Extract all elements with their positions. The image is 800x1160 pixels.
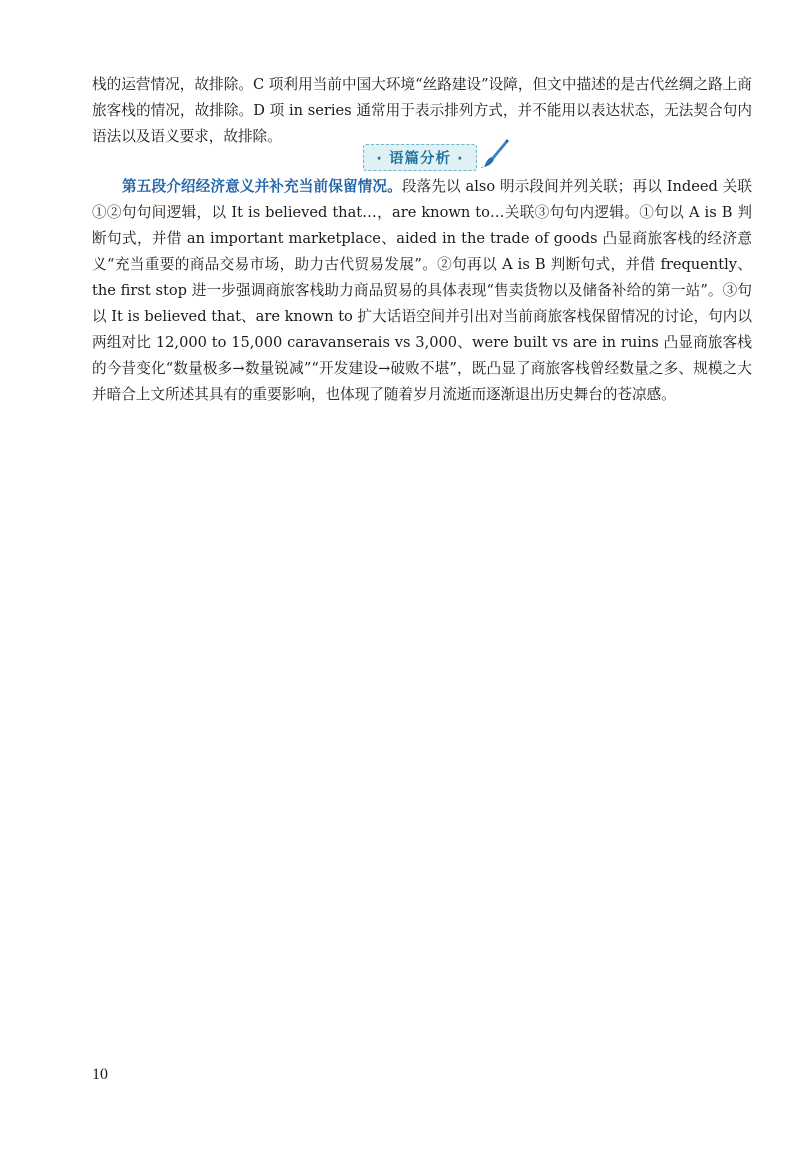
section-title: 语篇分析: [389, 151, 451, 167]
brush-icon: [480, 137, 510, 169]
analysis-paragraph: [92, 174, 752, 408]
top-paragraph: 栈的运营情况，故排除。C 项利用当前中国大环境“丝路建设”设障，但文中描述的是古代丝绸之路上商旅客栈的情况，故排除。D 项 in series 通常用于表示排列方式，并不能用以表达状态，无法契合句内语法以及语义要求，故排除。: [92, 76, 752, 145]
title-dot-left: ·: [376, 151, 383, 167]
title-dot-right: ·: [457, 151, 464, 167]
analysis-lead: 第五段介绍经济意义并补充当前保留情况。: [122, 178, 402, 195]
page-number: 10: [92, 1066, 108, 1083]
section-heading: [0, 144, 800, 171]
section-title-badge: [363, 144, 476, 171]
analysis-body: 段落先以 also 明示段间并列关联；再以 Indeed 关联①②句句间逻辑，以 It is believed that…，are known to…关联③句句内逻辑。①句以 A is B 判断句式，并借 an important marketplace、aided in the trade of goods 凸显商旅客栈的经济意义“充当重要的商品交易市场，助力古代贸易发展”。②句再以 A is B 判断句式，并借 frequently、the first stop 进一步强调商旅客栈助力商品贸易的具体表现“售卖货物以及储备补给的第一站”。③句以 It is believed that、are known to 扩大话语空间并引出对当前商旅客栈保留情况的讨论，句内以两组对比 12,000 to 15,000 caravanserais vs 3,000、were built vs are in ruins 凸显商旅客栈的今昔变化“数量极多→数量锐减”“开发建设→破败不堪”，既凸显了商旅客栈曾经数量之多、规模之大并暗合上文所述其具有的重要影响，也体现了随着岁月流逝而逐渐退出历史舞台的苍凉感。: [92, 178, 752, 403]
